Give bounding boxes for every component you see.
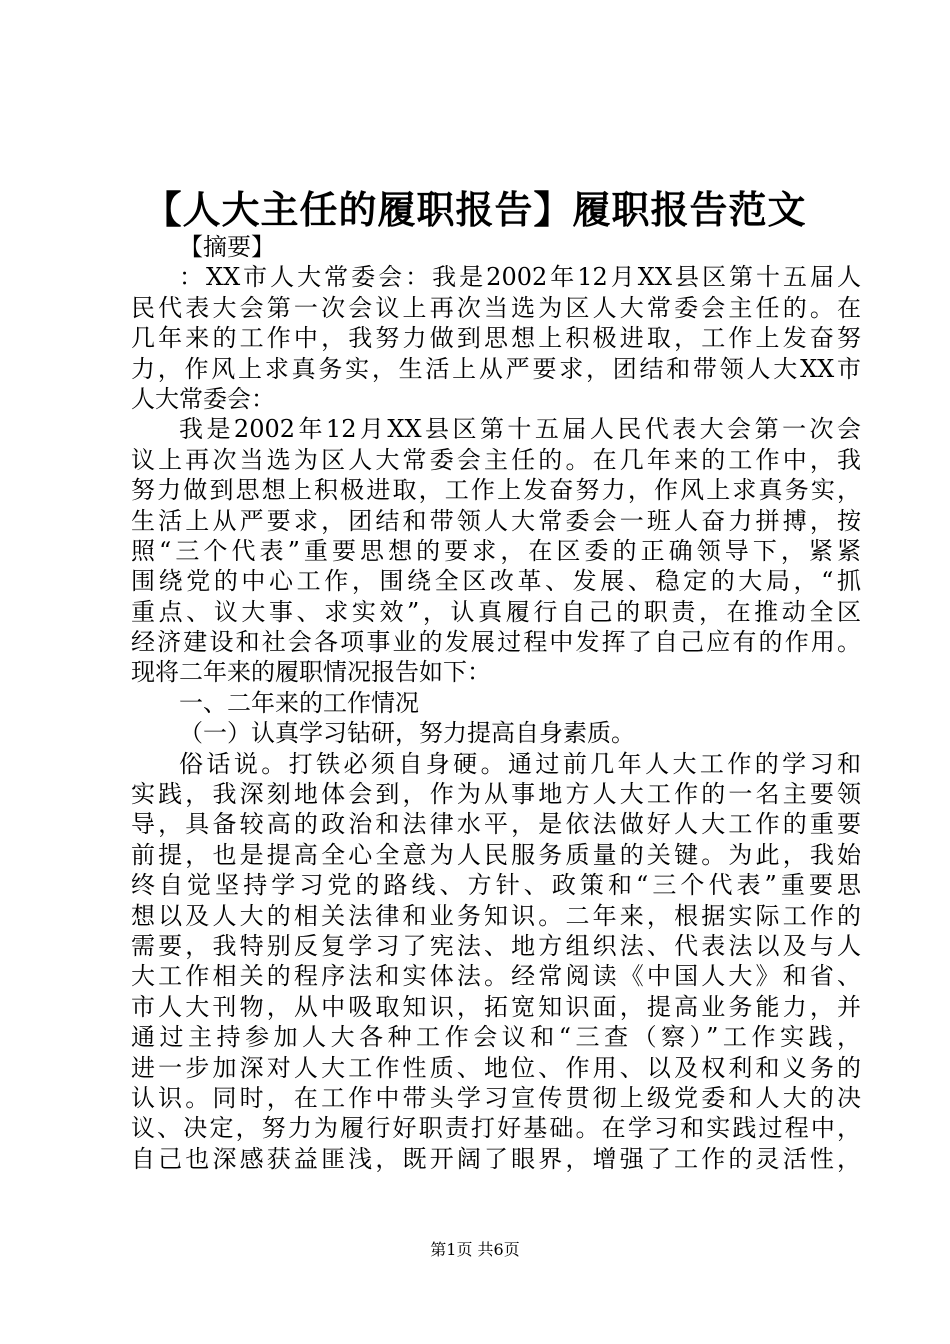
text-line: 照“三个代表”重要思想的要求，在区委的正确领导下，紧紧 (131, 536, 861, 565)
text-line: ：XX市人大常委会：我是2002年12月XX县区第十五届人 (179, 263, 861, 292)
text-line: 导，具备较高的政治和法律水平，是依法做好人大工作的重要 (131, 810, 861, 839)
text-line: 议、决定，努力为履行好职责打好基础。在学习和实践过程中， (131, 1114, 861, 1143)
page-footer: 第1页 共6页 (430, 1240, 520, 1259)
text-line: （一）认真学习钻研，努力提高自身素质。 (179, 719, 635, 748)
document-title: 【人大主任的履职报告】履职报告范文 (143, 187, 807, 232)
text-line: 力，作风上求真务实，生活上从严要求，团结和带领人大XX市 (131, 354, 861, 383)
text-line: 市人大刊物，从中吸取知识，拓宽知识面，提高业务能力，并 (131, 992, 861, 1021)
text-line: 进一步加深对人大工作性质、地位、作用、以及权利和义务的 (131, 1053, 861, 1082)
text-line: 经济建设和社会各项事业的发展过程中发挥了自己应有的作用。 (131, 628, 861, 657)
text-line: 【摘要】 (179, 233, 275, 261)
text-line: 努力做到思想上积极进取，工作上发奋努力，作风上求真务实， (131, 476, 861, 505)
text-line: 通过主持参加人大各种工作会议和“三查（察）”工作实践， (131, 1023, 861, 1052)
text-line: 围绕党的中心工作，围绕全区改革、发展、稳定的大局，“抓 (131, 567, 861, 596)
text-line: 我是2002年12月XX县区第十五届人民代表大会第一次会 (179, 415, 861, 444)
text-line: 一、二年来的工作情况 (179, 688, 419, 717)
text-line: 自己也深感获益匪浅，既开阔了眼界，增强了工作的灵活性， (131, 1144, 861, 1173)
text-line: 大工作相关的程序法和实体法。经常阅读《中国人大》和省、 (131, 962, 861, 991)
text-line: 俗话说。打铁必须自身硬。通过前几年人大工作的学习和 (179, 749, 861, 778)
document-body (131, 232, 861, 1174)
text-line: 终自觉坚持学习党的路线、方针、政策和“三个代表”重要思 (131, 871, 861, 900)
text-line: 几年来的工作中，我努力做到思想上积极进取，工作上发奋努 (131, 324, 861, 353)
text-line: 重点、议大事、求实效”，认真履行自己的职责，在推动全区 (131, 597, 861, 626)
text-line: 议上再次当选为区人大常委会主任的。在几年来的工作中，我 (131, 445, 861, 474)
text-line: 实践，我深刻地体会到，作为从事地方人大工作的一名主要领 (131, 780, 861, 809)
text-line: 需要，我特别反复学习了宪法、地方组织法、代表法以及与人 (131, 931, 861, 960)
text-line: 认识。同时，在工作中带头学习宣传贯彻上级党委和人大的决 (131, 1083, 861, 1112)
text-line: 民代表大会第一次会议上再次当选为区人大常委会主任的。在 (131, 293, 861, 322)
text-line: 人大常委会： (131, 384, 275, 413)
text-line: 想以及人大的相关法律和业务知识。二年来，根据实际工作的 (131, 901, 861, 930)
text-line: 生活上从严要求，团结和带领人大常委会一班人奋力拼搏，按 (131, 506, 861, 535)
text-line: 前提，也是提高全心全意为人民服务质量的关键。为此，我始 (131, 840, 861, 869)
text-line: 现将二年来的履职情况报告如下： (131, 658, 491, 687)
